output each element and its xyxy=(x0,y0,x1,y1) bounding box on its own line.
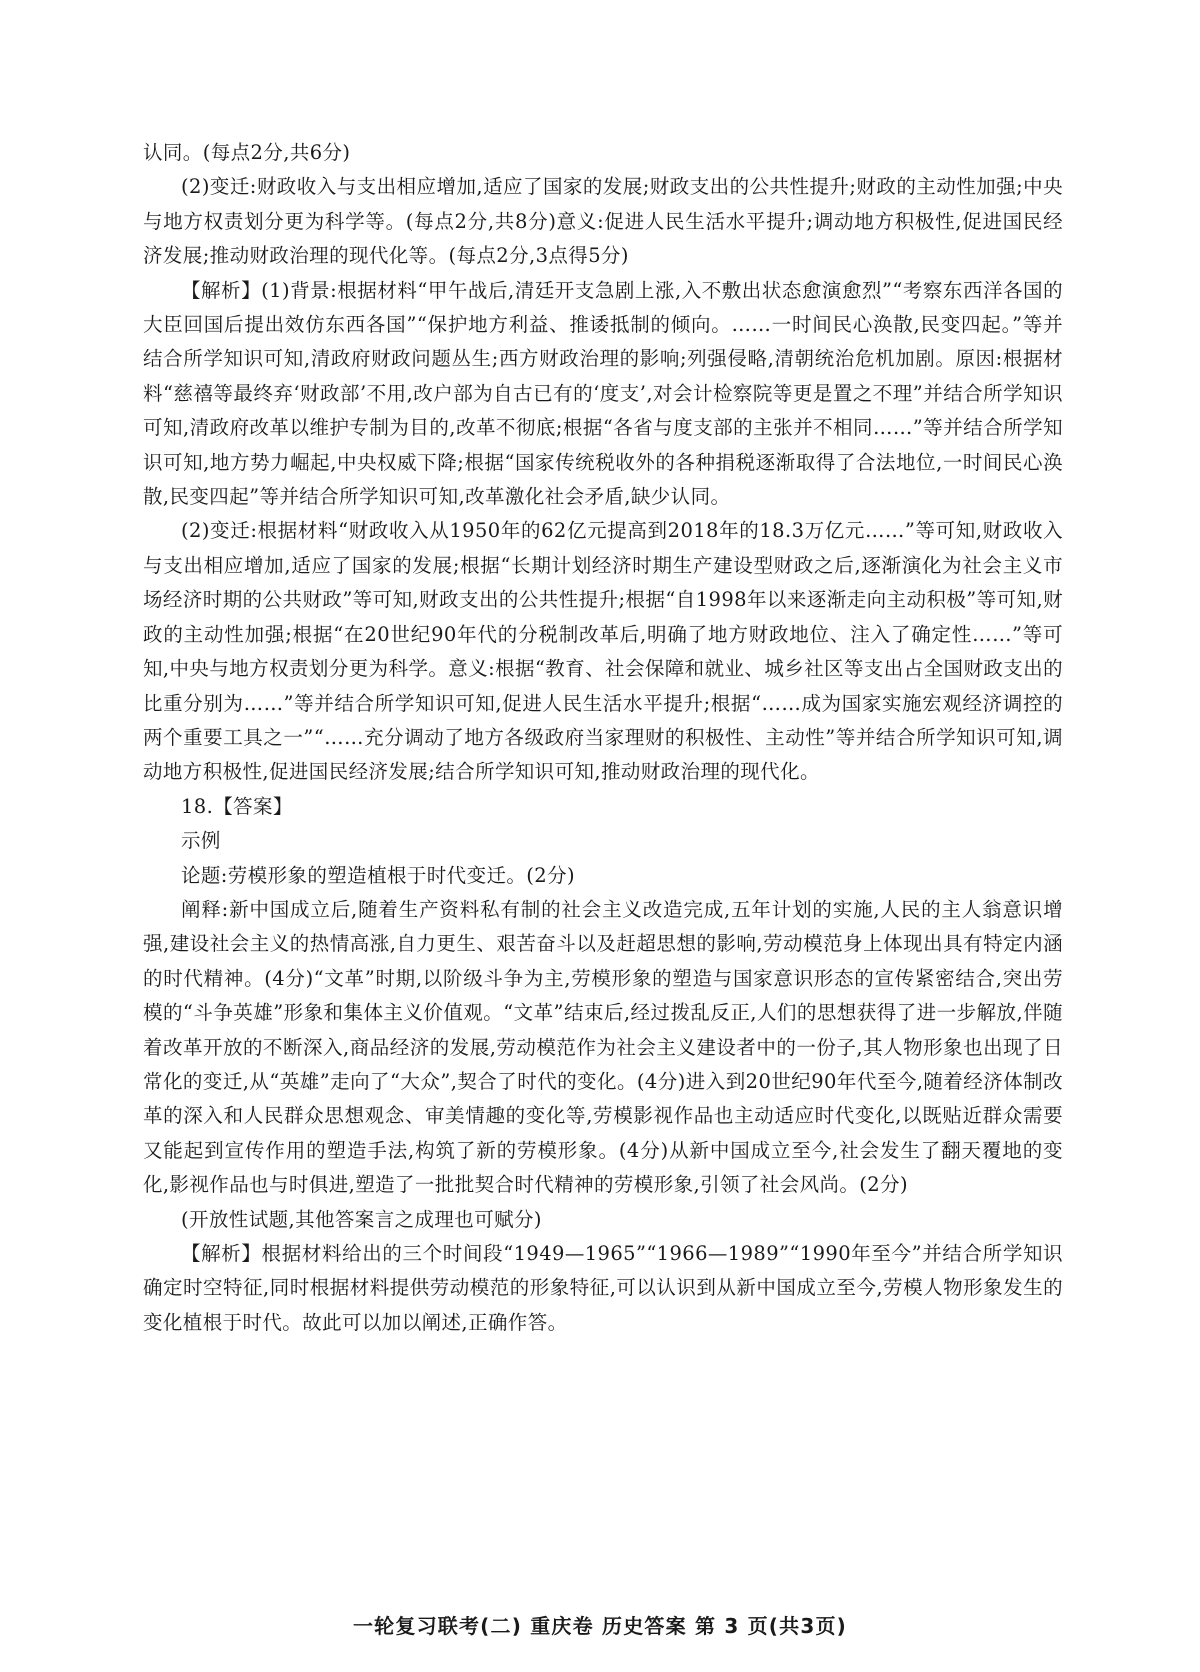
answer-body xyxy=(143,136,1063,1340)
paragraph-answer-2: (2)变迁:财政收入与支出相应增加,适应了国家的发展;财政支出的公共性提升;财政的主动性加强;中央与地方权责划分更为科学等。(每点2分,共8分)意义:促进人民生活水平提升;调动地方积极性,促进国民经济发展;推动财政治理的现代化等。(每点2分,3点得5分) xyxy=(143,175,1063,268)
question-18-heading: 18.【答案】 xyxy=(181,794,293,818)
analysis-18-paragraph: 【解析】根据材料给出的三个时间段“1949—1965”“1966—1989”“1990年至今”并结合所学知识确定时空特征,同时根据材料提供劳动模范的形象特征,可以认识到从新中国成立至今,劳模人物形象发生的变化植根于时代。故此可以加以阐述,正确作答。 xyxy=(143,1242,1063,1334)
open-question-note: (开放性试题,其他答案言之成理也可赋分) xyxy=(181,1207,542,1231)
example-label: 示例 xyxy=(181,829,221,853)
paragraph-analysis-1: 【解析】(1)背景:根据材料“甲午战后,清廷开支急剧上涨,入不敷出状态愈演愈烈”“考察东西洋各国的大臣回国后提出效仿东西各国”“保护地方利益、推诿抵制的倾向。……一时间民心涣散,民变四起。”等并结合所学知识可知,清政府财政问题丛生;西方财政治理的影响;列强侵略,清朝统治危机加剧。原因:根据材料“慈禧等最终弃‘财政部’不用,改户部为自古已有的‘度支’,对会计检察院等更是置之不理”并结合所学知识可知,清政府改革以维护专制为目的,改革不彻底;根据“各省与度支部的主张并不相同……”等并结合所学知识可知,地方势力崛起,中央权威下降;根据“国家传统税收外的各种捐税逐渐取得了合法地位,一时间民心涣散,民变四起”等并结合所学知识可知,改革激化社会矛盾,缺少认同。 xyxy=(143,278,1063,509)
paragraph-analysis-2: (2)变迁:根据材料“财政收入从1950年的62亿元提高到2018年的18.3万亿元……”等可知,财政收入与支出相应增加,适应了国家的发展;根据“长期计划经济时期生产建设型财政之后,逐渐演化为社会主义市场经济时期的公共财政”等可知,财政支出的公共性提升;根据“自1998年以来逐渐走向主动积极”等可知,财政的主动性加强;根据“在20世纪90年代的分税制改革后,明确了地方财政地位、注入了确定性……”等可知,中央与地方权责划分更为科学。意义:根据“教育、社会保障和就业、城乡社区等支出占全国财政支出的比重分别为……”等并结合所学知识可知,促进人民生活水平提升;根据“……成为国家实施宏观经济调控的两个重要工具之一”“……充分调动了地方各级政府当家理财的积极性、主动性”等并结合所学知识可知,调动地方积极性,促进国民经济发展;结合所学知识可知,推动财政治理的现代化。 xyxy=(143,519,1063,784)
thesis-paragraph: 论题:劳模形象的塑造植根于时代变迁。(2分) xyxy=(181,863,575,887)
page-footer: 一轮复习联考(二) 重庆卷 历史答案 第 3 页(共3页) xyxy=(352,1614,847,1638)
explanation-paragraph: 阐释:新中国成立后,随着生产资料私有制的社会主义改造完成,五年计划的实施,人民的主人翁意识增强,建设社会主义的热情高涨,自力更生、艰苦奋斗以及赶超思想的影响,劳动模范身上体现出具有特定内涵的时代精神。(4分)“文革”时期,以阶级斗争为主,劳模形象的塑造与国家意识形态的宣传紧密结合,突出劳模的“斗争英雄”形象和集体主义价值观。“文革”结束后,经过拨乱反正,人们的思想获得了进一步解放,伴随着改革开放的不断深入,商品经济的发展,劳动模范作为社会主义建设者中的一份子,其人物形象也出现了日常化的变迁,从“英雄”走向了“大众”,契合了时代的变化。(4分)进入到20世纪90年代至今,随着经济体制改革的深入和人民群众思想观念、审美情趣的变化等,劳模影视作品也主动适应时代变化,以既贴近群众需要又能起到宣传作用的塑造手法,构筑了新的劳模形象。(4分)从新中国成立至今,社会发生了翻天覆地的变化,影视作品也与时俱进,塑造了一批批契合时代精神的劳模形象,引领了社会风尚。(2分) xyxy=(143,897,1063,1197)
paragraph-continuation: 认同。(每点2分,共6分) xyxy=(143,141,351,164)
